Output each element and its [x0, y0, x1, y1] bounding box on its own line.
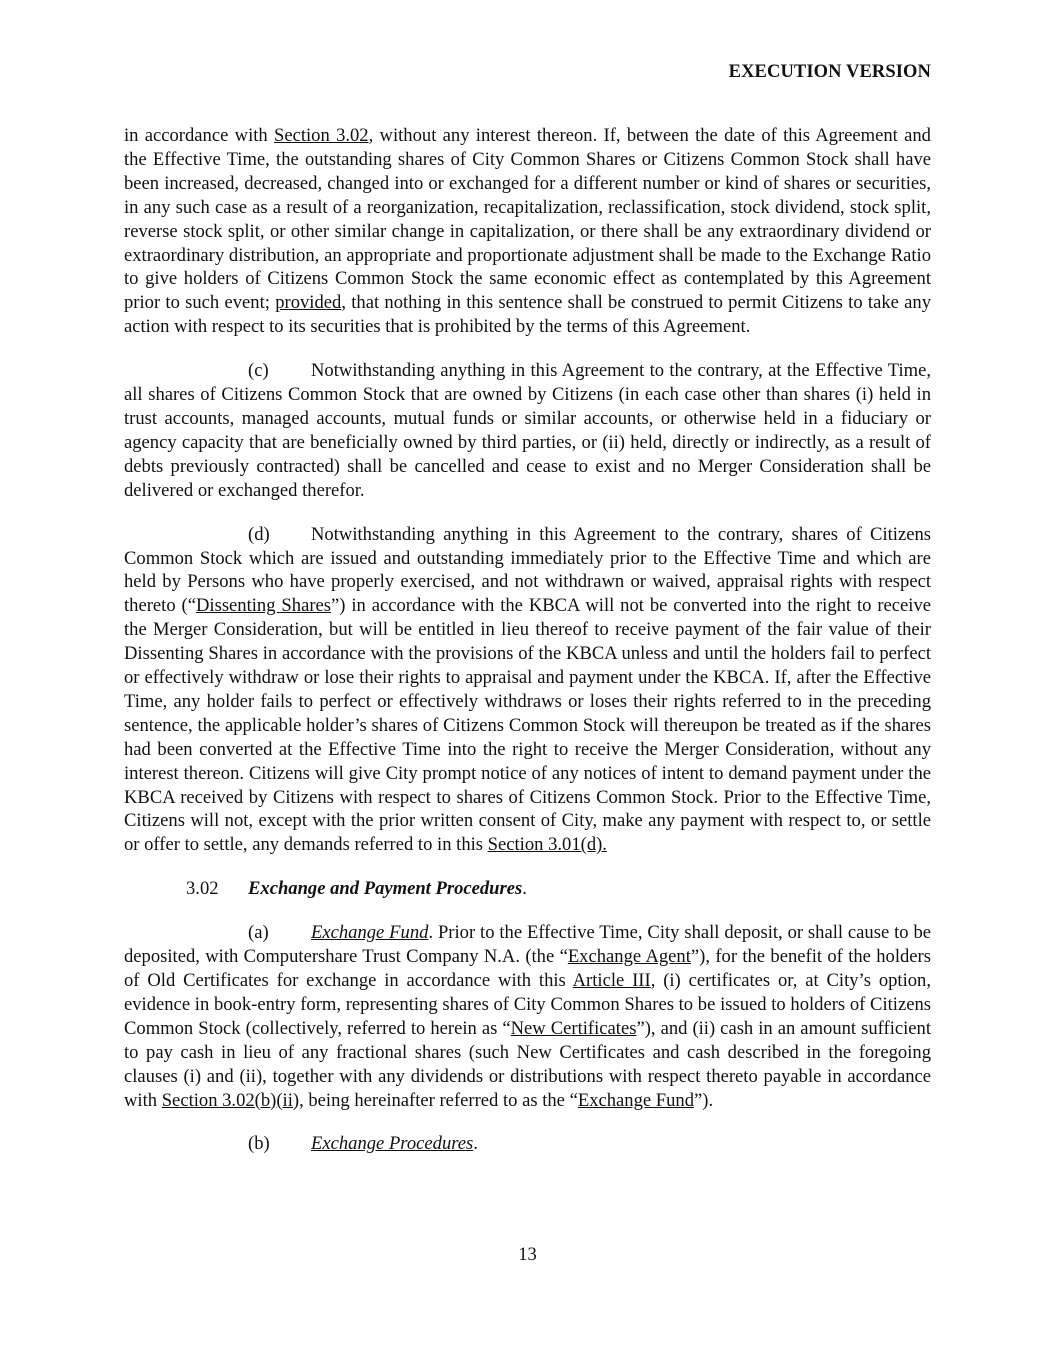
section-reference-link[interactable]: Section 3.02(b)(ii): [161, 1089, 300, 1111]
text: Notwithstanding anything in this Agreement to the contrary, at the Effective Time, all shares of Citizens Common Stock that are owned by Citizens (in each case other than shares (i) held in trust accounts, managed accounts, mutual funds or similar accounts, or otherwise held in a fiduciary or agency capacity that are beneficially owned by third parties, or (ii) held, directly or indirectly, as a result of debts previously contracted) shall be cancelled and cease to exist and no Merger Consideration shall be delivered or exchanged therefor.: [124, 360, 931, 501]
paragraph-label: (b): [248, 1133, 270, 1155]
section-heading: [124, 877, 931, 901]
text: , that nothing in this sentence shall be construed to permit Citizens to take any action with respect to its securities that is prohibited by the terms of this Agreement.: [124, 292, 931, 338]
paragraph-label: (d): [248, 523, 270, 545]
defined-term: Dissenting Shares: [195, 595, 332, 617]
defined-term: New Certificates: [510, 1017, 637, 1039]
paragraph-c: [124, 359, 931, 502]
paragraph-label: (c): [248, 360, 269, 382]
paragraph-d: [124, 523, 931, 858]
article-reference-link[interactable]: Article III: [572, 970, 651, 991]
text: ”), for the benefit of the holders of Old Certificates for exchange in accordance with this: [124, 946, 931, 991]
subsection-heading: Exchange Fund: [311, 922, 429, 944]
paragraph-label: (a): [248, 922, 269, 944]
text: .: [522, 878, 527, 900]
text: ”) in accordance with the KBCA will not be converted into the right to receive the Merger Consideration, but will be entitled in lieu thereof to receive payment of the fair value of their Dissenting Shares in accordance with the provisions of the KBCA unless and until the holders fail to perfect or effectively withdraw or lose their rights to appraisal and payment under the KBCA. If, after the Effective Time, any holder fails to perfect or effectively withdraws or loses their rights referred to in the preceding sentence, the applicable holder’s shares of Citizens Common Stock will thereupon be treated as if the shares had been converted at the Effective Time into the right to receive the Merger Consideration, without any interest thereon. Citizens will give City prompt notice of any notices of intent to demand payment under the KBCA received by Citizens with respect to shares of Citizens Common Stock. Prior to the Effective Time, Citizens will not, except with the prior written consent of City, make any payment with respect to, or settle or offer to settle, any demands referred to in this: [124, 595, 932, 856]
paragraph-continuation: [124, 124, 931, 339]
paragraph-b-heading: [124, 1132, 931, 1156]
text: ”), and (ii) cash in an amount sufficient to pay cash in lieu of any fractional shares (such New Certificates and cash described in the foregoing clauses (i) and (ii), together with any dividends or distributions with respect thereto payable in accordance with: [124, 1017, 931, 1111]
page-number: 13: [518, 1244, 537, 1265]
defined-term: provided: [275, 292, 342, 314]
text: .: [473, 1133, 478, 1155]
defined-term: Exchange Agent: [567, 946, 691, 968]
text: , being hereinafter referred to as the “: [299, 1089, 578, 1111]
text: Notwithstanding anything in this Agreement to the contrary, shares of Citizens Common Stock which are issued and outstanding immediately prior to the Effective Time and which are held by Persons who have properly exercised, and not withdrawn or waived, appraisal rights with respect thereto (“: [124, 523, 931, 617]
header-title: EXECUTION VERSION: [728, 62, 931, 82]
section-title: Exchange and Payment Procedures: [248, 878, 523, 900]
document-body: [124, 124, 931, 1156]
text: in accordance with: [124, 125, 274, 146]
text: , (i) certificates or, at City’s option, evidence in book-entry form, representing shares of City Common Shares to be issued to holders of Citizens Common Stock (collectively, referred to herein as “: [124, 970, 931, 1039]
paragraph-a: [124, 921, 931, 1112]
text: ”).: [694, 1089, 714, 1111]
subsection-heading: Exchange Procedures: [311, 1133, 474, 1155]
section-reference-link[interactable]: Section 3.01(d).: [487, 834, 607, 856]
text: . Prior to the Effective Time, City shall deposit, or shall cause to be deposited, with Computershare Trust Company N.A. (the “: [124, 922, 931, 968]
section-number: 3.02: [186, 878, 219, 900]
section-reference-link[interactable]: Section 3.02: [274, 125, 369, 146]
text: , without any interest thereon. If, between the date of this Agreement and the Effective Time, the outstanding shares of City Common Shares or Citizens Common Stock shall have been increased, decreased, changed into or exchanged for a different number or kind of shares or securities, in any such case as a result of a reorganization, recapitalization, reclassification, stock dividend, stock split, reverse stock split, or other similar change in capitalization, or there shall be any extraordinary dividend or extraordinary distribution, an appropriate and proportionate adjustment shall be made to the Exchange Ratio to give holders of Citizens Common Stock the same economic effect as contemplated by this Agreement prior to such event;: [124, 125, 931, 314]
defined-term: Exchange Fund: [577, 1089, 695, 1111]
